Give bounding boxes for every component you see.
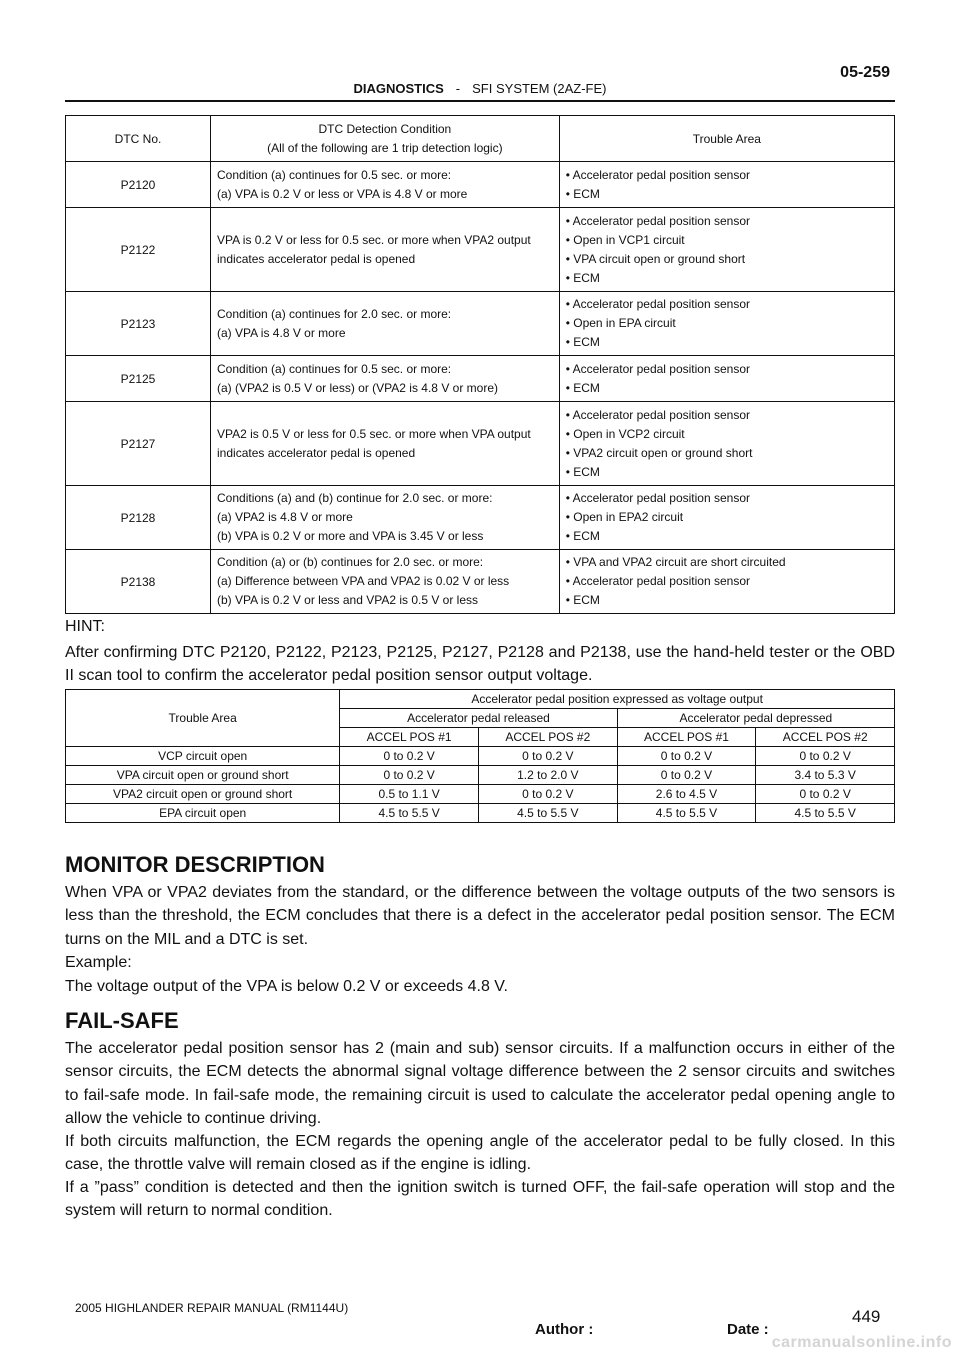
condition-line: Condition (a) continues for 0.5 sec. or more:	[217, 167, 452, 182]
dtc-code: P2125	[66, 356, 211, 402]
footer-page-number: 449	[852, 1307, 881, 1326]
trouble-area-item: • Accelerator pedal position sensor	[565, 491, 751, 505]
condition-line: (b) VPA is 0.2 V or less and VPA2 is 0.5 V or less	[217, 593, 479, 607]
trouble-area-item: • VPA and VPA2 circuit are short circuited	[565, 555, 786, 569]
dtc-trouble-area	[559, 292, 894, 356]
condition-line: (a) (VPA2 is 0.5 V or less) or (VPA2 is 4.8 V or more)	[217, 380, 498, 395]
trouble-area-item: • ECM	[565, 464, 600, 479]
dtc-row	[66, 162, 895, 208]
dtc-table	[65, 115, 895, 614]
monitor-title: MONITOR DESCRIPTION	[65, 852, 325, 877]
voltage-table	[65, 689, 895, 823]
trouble-area-item: • Accelerator pedal position sensor	[565, 361, 751, 376]
dtc-condition	[211, 208, 560, 292]
trouble-area-item: • Accelerator pedal position sensor	[565, 213, 751, 228]
condition-line: Condition (a) or (b) continues for 2.0 sec. or more:	[217, 555, 484, 569]
date-label: Date :	[727, 1321, 769, 1338]
hint-text: After confirming DTC P2120, P2122, P2123, P2125, P2127, P2128 and P2138, use the hand-held tester or the OBD II scan tool to confirm the accelerator pedal position sensor output voltage.	[65, 644, 895, 684]
voltage-row	[66, 804, 895, 823]
voltage-row	[66, 747, 895, 766]
condition-line: (a) VPA2 is 4.8 V or more	[217, 510, 353, 524]
voltage-value: 0 to 0.2 V	[756, 747, 895, 766]
dtc-condition	[211, 550, 560, 614]
voltage-value: 0 to 0.2 V	[478, 747, 617, 766]
voltage-group-header: Accelerator pedal position expressed as voltage output	[340, 690, 895, 709]
voltage-value: 0 to 0.2 V	[340, 747, 479, 766]
dtc-row	[66, 486, 895, 550]
voltage-row	[66, 785, 895, 804]
depressed-header: Accelerator pedal depressed	[617, 709, 894, 728]
trouble-area-item: • ECM	[565, 529, 600, 543]
voltage-value: 0 to 0.2 V	[478, 785, 617, 804]
voltage-trouble-area: VPA2 circuit open or ground short	[66, 785, 340, 804]
voltage-trouble-area: VPA circuit open or ground short	[66, 766, 340, 785]
voltage-value: 0 to 0.2 V	[756, 785, 895, 804]
voltage-value: 3.4 to 5.3 V	[756, 766, 895, 785]
condition-line: indicates accelerator pedal is opened	[217, 251, 416, 266]
accel-pos-header: ACCEL POS #2	[756, 728, 895, 747]
dtc-header-row	[66, 116, 895, 162]
dtc-trouble-area	[559, 402, 894, 486]
dtc-trouble-area	[559, 208, 894, 292]
trouble-area-item: • Accelerator pedal position sensor	[565, 167, 751, 182]
dtc-trouble-area	[559, 486, 894, 550]
running-header	[0, 81, 960, 96]
accel-pos-header: ACCEL POS #2	[478, 728, 617, 747]
condition-line: (a) Difference between VPA and VPA2 is 0.02 V or less	[217, 574, 510, 588]
hint-label: HINT:	[65, 618, 105, 635]
monitor-example-text: The voltage output of the VPA is below 0.2 V or exceeds 4.8 V.	[65, 978, 508, 995]
trouble-area-item: • ECM	[565, 186, 600, 201]
dtc-trouble-area	[559, 356, 894, 402]
header-separator: -	[455, 81, 461, 96]
monitor-paragraph: When VPA or VPA2 deviates from the standard, or the difference between the voltage outputs of the two sensors is less than the threshold, the ECM concludes that there is a defect in the accelerator pedal position sensor. The ECM turns on the MIL and a DTC is set.	[65, 884, 895, 948]
dtc-condition	[211, 402, 560, 486]
condition-line: Condition (a) continues for 0.5 sec. or more:	[217, 361, 452, 376]
voltage-value: 4.5 to 5.5 V	[478, 804, 617, 823]
dtc-condition	[211, 162, 560, 208]
condition-line: (b) VPA is 0.2 V or more and VPA is 3.45 V or less	[217, 529, 484, 543]
dtc-code: P2123	[66, 292, 211, 356]
voltage-value: 4.5 to 5.5 V	[340, 804, 479, 823]
trouble-area-item: • Open in VCP2 circuit	[565, 426, 685, 441]
dtc-code: P2128	[66, 486, 211, 550]
dtc-row	[66, 402, 895, 486]
voltage-value: 0 to 0.2 V	[617, 766, 756, 785]
system-name: SFI SYSTEM (2AZ-FE)	[472, 81, 607, 96]
voltage-value: 0.5 to 1.1 V	[340, 785, 479, 804]
dtc-condition	[211, 292, 560, 356]
accel-pos-header: ACCEL POS #1	[617, 728, 756, 747]
trouble-area-item: • VPA circuit open or ground short	[565, 251, 746, 266]
trouble-area-item: • Accelerator pedal position sensor	[565, 297, 751, 311]
voltage-value: 0 to 0.2 V	[340, 766, 479, 785]
page-number: 05-259	[840, 64, 890, 81]
condition-line: (a) VPA is 4.8 V or more	[217, 325, 346, 340]
released-header: Accelerator pedal released	[340, 709, 617, 728]
condition-line: VPA is 0.2 V or less for 0.5 sec. or more when VPA2 output	[217, 232, 531, 247]
trouble-area-item: • Accelerator pedal position sensor	[565, 407, 751, 422]
trouble-area-item: • ECM	[565, 593, 600, 607]
dtc-row	[66, 292, 895, 356]
dtc-row	[66, 550, 895, 614]
condition-header: DTC Detection Condition (All of the following are 1 trip detection logic)	[211, 116, 560, 162]
monitor-example-label: Example:	[65, 954, 132, 971]
trouble-area-item: • VPA2 circuit open or ground short	[565, 445, 753, 460]
trouble-area-item: • ECM	[565, 380, 600, 395]
voltage-value: 4.5 to 5.5 V	[617, 804, 756, 823]
trouble-area-item: • ECM	[565, 270, 600, 285]
author-label: Author :	[535, 1321, 594, 1338]
trouble-area-header: Trouble Area	[559, 116, 894, 162]
dtc-code: P2138	[66, 550, 211, 614]
trouble-area-item: • Open in VCP1 circuit	[565, 232, 685, 247]
voltage-body	[66, 747, 895, 823]
failsafe-paragraph: The accelerator pedal position sensor has 2 (main and sub) sensor circuits. If a malfunction occurs in either of the sensor circuits, the ECM detects the abnormal signal voltage difference between the 2 sensor circuits and switches to fail-safe mode. In fail-safe mode, the remaining circuit is used to calculate the accelerator pedal opening angle to allow the vehicle to continue driving.	[65, 1040, 895, 1127]
trouble-area-col-header: Trouble Area	[66, 690, 340, 747]
voltage-value: 4.5 to 5.5 V	[756, 804, 895, 823]
trouble-area-item: • Accelerator pedal position sensor	[565, 574, 751, 588]
header-rule	[65, 100, 895, 102]
condition-line: Condition (a) continues for 2.0 sec. or more:	[217, 306, 452, 321]
dtc-trouble-area	[559, 162, 894, 208]
voltage-header-row-1	[66, 690, 895, 709]
condition-line: VPA2 is 0.5 V or less for 0.5 sec. or more when VPA output	[217, 426, 531, 441]
accel-pos-header: ACCEL POS #1	[340, 728, 479, 747]
dtc-trouble-area	[559, 550, 894, 614]
watermark-url: carmanualsonline.info	[771, 1334, 952, 1351]
dtc-row	[66, 356, 895, 402]
failsafe-paragraph: If both circuits malfunction, the ECM regards the opening angle of the accelerator pedal to be fully closed. In this case, the throttle valve will remain closed as if the engine is idling.	[65, 1133, 895, 1174]
condition-line: Conditions (a) and (b) continue for 2.0 sec. or more:	[217, 491, 493, 505]
voltage-row	[66, 766, 895, 785]
dtc-code: P2120	[66, 162, 211, 208]
dtc-condition	[211, 486, 560, 550]
voltage-value: 2.6 to 4.5 V	[617, 785, 756, 804]
condition-line: (a) VPA is 0.2 V or less or VPA is 4.8 V or more	[217, 186, 468, 201]
manual-title: 2005 HIGHLANDER REPAIR MANUAL (RM1144U)	[75, 1301, 349, 1315]
trouble-area-item: • Open in EPA2 circuit	[565, 510, 684, 524]
condition-line: indicates accelerator pedal is opened	[217, 445, 416, 460]
voltage-trouble-area: EPA circuit open	[66, 804, 340, 823]
dtc-code: P2122	[66, 208, 211, 292]
trouble-area-item: • Open in EPA circuit	[565, 316, 676, 330]
voltage-trouble-area: VCP circuit open	[66, 747, 340, 766]
failsafe-title: FAIL-SAFE	[65, 1008, 179, 1033]
dtc-row	[66, 208, 895, 292]
voltage-value: 1.2 to 2.0 V	[478, 766, 617, 785]
failsafe-paragraph: If a ”pass” condition is detected and then the ignition switch is turned OFF, the fail-safe operation will stop and the system will return to normal condition.	[65, 1179, 895, 1220]
dtc-body	[66, 162, 895, 614]
trouble-area-item: • ECM	[565, 335, 600, 349]
voltage-value: 0 to 0.2 V	[617, 747, 756, 766]
dtc-code: P2127	[66, 402, 211, 486]
section-name: DIAGNOSTICS	[353, 81, 444, 96]
dtc-condition	[211, 356, 560, 402]
dtc-no-header: DTC No.	[66, 116, 211, 162]
